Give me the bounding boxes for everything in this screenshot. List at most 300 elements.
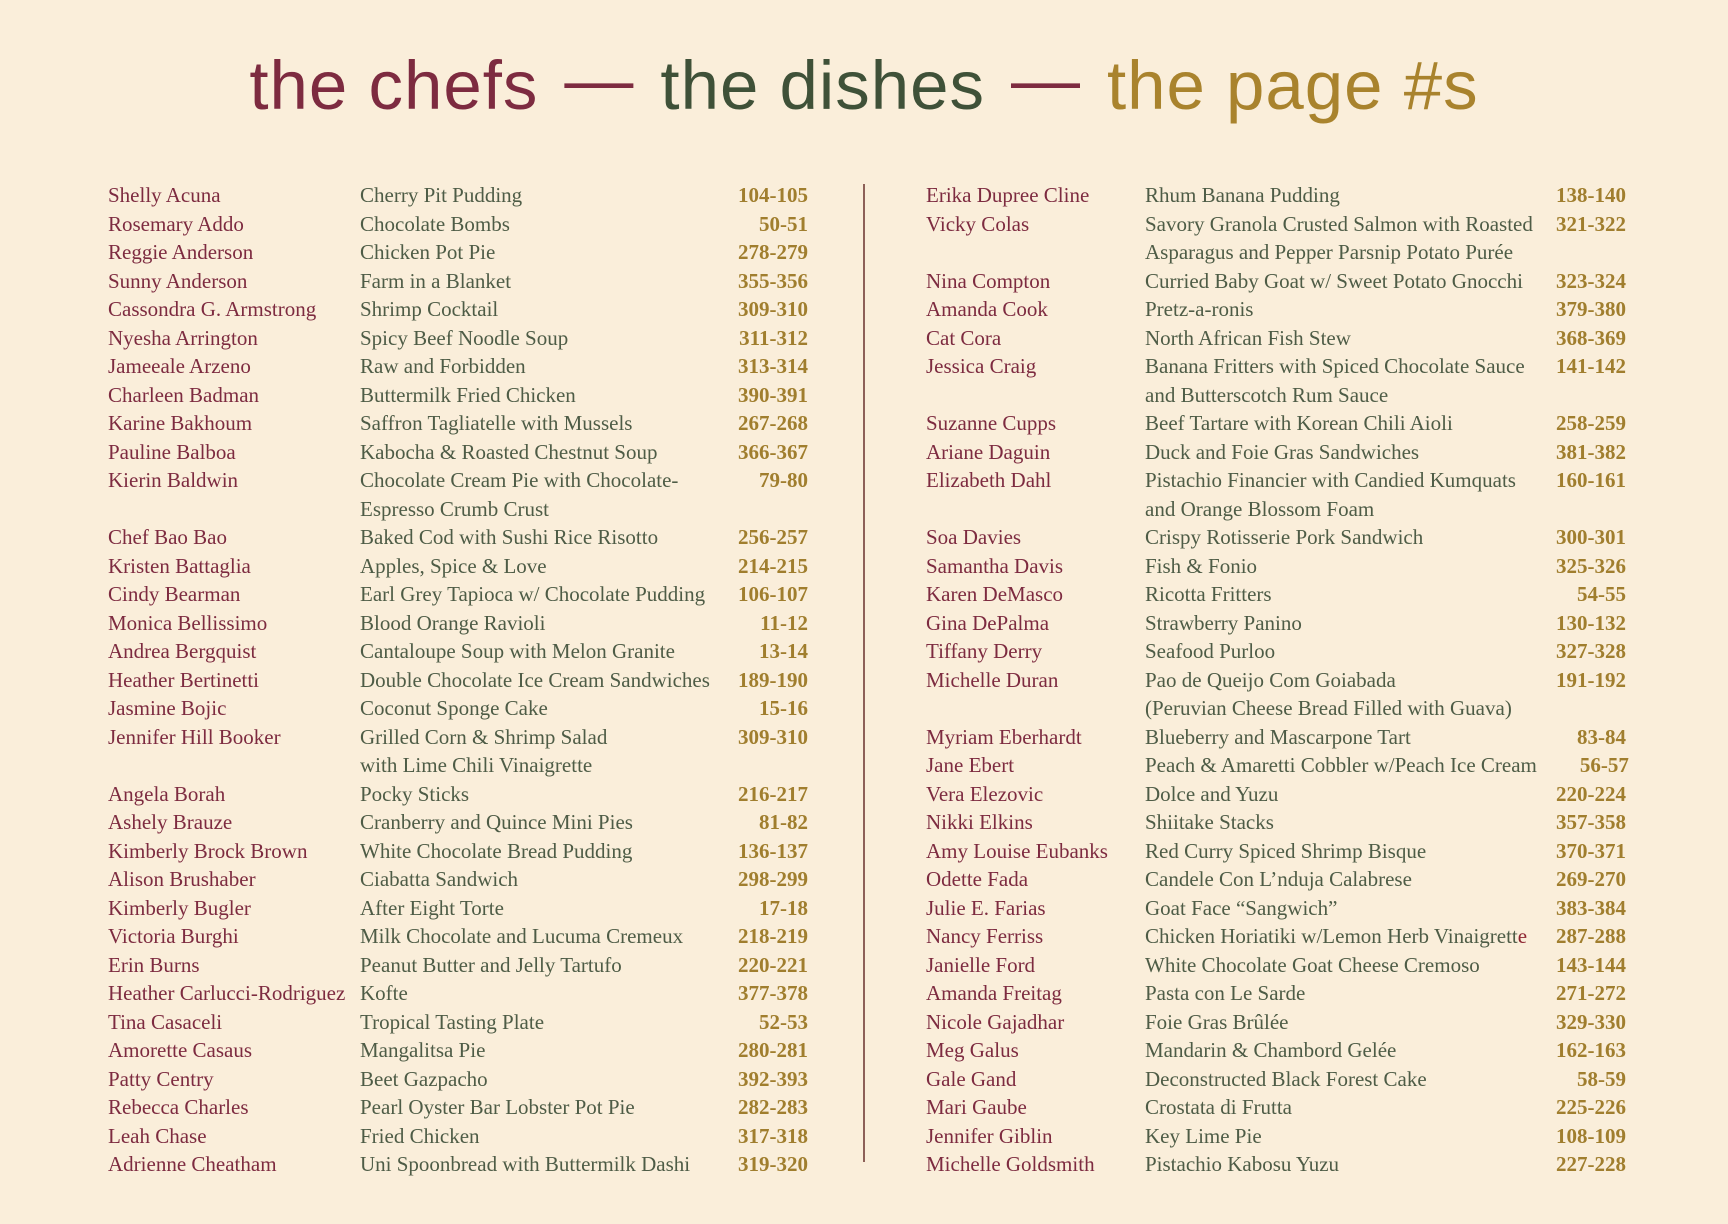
dish-name xyxy=(1145,951,1534,980)
page-numbers: 383-384 xyxy=(1556,895,1626,920)
dish-line: Duck and Foie Gras Sandwiches xyxy=(1145,439,1420,464)
index-entry xyxy=(926,865,1626,894)
dish-line: Raw and Forbidden xyxy=(360,354,526,378)
chef-name: Kierin Baldwin xyxy=(108,468,239,492)
index-entry xyxy=(926,210,1626,267)
index-entry xyxy=(926,1065,1626,1094)
dish-line: Ciabatta Sandwich xyxy=(360,867,519,891)
chef-name: Michelle Duran xyxy=(926,667,1059,692)
page-numbers: 298-299 xyxy=(738,867,808,891)
chef-name: Gale Gand xyxy=(926,1066,1017,1091)
dish-line: Fish & Fonio xyxy=(1145,553,1258,578)
dish-name xyxy=(360,865,716,894)
chef-name: Michelle Goldsmith xyxy=(926,1152,1095,1176)
dish-line: Beet Gazpacho xyxy=(360,1066,488,1091)
dish-line: Pasta con Le Sarde xyxy=(1145,981,1306,1005)
chef-name: Cat Cora xyxy=(926,325,1002,350)
index-entry xyxy=(108,1065,808,1094)
index-entry xyxy=(926,409,1626,438)
dish-line: North African Fish Stew xyxy=(1145,325,1351,350)
dish-line: Grilled Corn & Shrimp Salad xyxy=(360,724,608,749)
page-numbers: 300-301 xyxy=(1556,525,1626,549)
dish-name xyxy=(360,1093,716,1122)
dish-name xyxy=(1145,780,1534,809)
index-entry xyxy=(108,609,808,638)
dish-line: Deconstructed Black Forest Cake xyxy=(1145,1066,1427,1091)
dish-name xyxy=(360,1065,716,1094)
page-numbers: 56-57 xyxy=(1579,753,1629,777)
index-entry xyxy=(108,694,808,723)
dish-name xyxy=(360,552,716,581)
dish-name xyxy=(360,951,716,980)
dish-name xyxy=(1145,210,1534,267)
chef-name: Vicky Colas xyxy=(926,211,1030,236)
page-numbers: 355-356 xyxy=(738,268,808,293)
dish-line: Savory Granola Crusted Salmon with Roasted xyxy=(1145,211,1533,236)
chef-name: Elizabeth Dahl xyxy=(926,468,1052,492)
dish-line: Seafood Purloo xyxy=(1145,639,1276,663)
dish-line: Earl Grey Tapioca w/ Chocolate Pudding xyxy=(360,582,706,606)
page-numbers: 370-371 xyxy=(1556,838,1626,863)
dish-name xyxy=(1145,666,1534,723)
dish-name xyxy=(360,352,716,381)
page-numbers: 50-51 xyxy=(759,211,808,236)
page-numbers: 106-107 xyxy=(738,582,808,606)
page-numbers: 379-380 xyxy=(1556,297,1626,321)
page-numbers: 17-18 xyxy=(759,895,808,920)
chef-name: Kimberly Bugler xyxy=(108,895,251,920)
chef-name: Suzanne Cupps xyxy=(926,411,1057,435)
dish-name xyxy=(360,409,716,438)
dish-name xyxy=(360,609,716,638)
dish-name xyxy=(360,438,716,467)
chef-name: Jasmine Bojic xyxy=(108,696,227,720)
page-numbers: 319-320 xyxy=(738,1152,808,1176)
dish-name xyxy=(1145,352,1534,409)
dish-name xyxy=(360,1150,716,1179)
dish-name xyxy=(360,238,716,267)
index-entry xyxy=(926,1122,1626,1151)
dish-line: Baked Cod with Sushi Rice Risotto xyxy=(360,525,659,549)
chef-name: Rosemary Addo xyxy=(108,211,244,236)
chef-name: Nyesha Arrington xyxy=(108,325,258,350)
index-entry xyxy=(108,1036,808,1065)
page-numbers: 58-59 xyxy=(1577,1066,1626,1091)
index-entry xyxy=(926,922,1626,951)
chef-name: Jessica Craig xyxy=(926,354,1037,378)
chef-name: Jennifer Giblin xyxy=(926,1123,1053,1148)
chef-name: Julie E. Farias xyxy=(926,895,1046,920)
chef-name: Myriam Eberhardt xyxy=(926,724,1082,749)
page-numbers: 311-312 xyxy=(739,325,808,350)
index-entry xyxy=(108,1093,808,1122)
dish-name xyxy=(360,894,716,923)
index-entry xyxy=(926,808,1626,837)
index-entry xyxy=(926,723,1626,752)
chef-name: Ashely Brauze xyxy=(108,810,233,834)
title-dishes: the dishes xyxy=(660,47,985,124)
chef-name: Cindy Bearman xyxy=(108,582,241,606)
chef-name: Jane Ebert xyxy=(926,753,1015,777)
dish-name xyxy=(360,295,716,324)
dish-line: Saffron Tagliatelle with Mussels xyxy=(360,411,633,435)
dish-name xyxy=(360,666,716,695)
page-numbers: 162-163 xyxy=(1556,1038,1626,1062)
page-numbers: 327-328 xyxy=(1556,639,1626,663)
index-entry xyxy=(108,1122,808,1151)
index-entry xyxy=(108,238,808,267)
dish-line: Cantaloupe Soup with Melon Granite xyxy=(360,639,675,663)
chef-name: Amanda Freitag xyxy=(926,981,1062,1005)
chef-name: Angela Borah xyxy=(108,781,226,806)
index-entry xyxy=(108,552,808,581)
chef-name: Jameeale Arzeno xyxy=(108,354,251,378)
dish-name xyxy=(360,922,716,951)
index-entry xyxy=(926,609,1626,638)
dish-name xyxy=(1145,1093,1534,1122)
chef-name: Mari Gaube xyxy=(926,1095,1027,1119)
page-title xyxy=(0,41,1728,125)
chef-name: Heather Carlucci-Rodriguez xyxy=(108,981,346,1005)
page-numbers: 130-132 xyxy=(1556,610,1626,635)
index-entry xyxy=(108,865,808,894)
page-numbers: 309-310 xyxy=(738,297,808,321)
dish-line: Spicy Beef Noodle Soup xyxy=(360,325,569,350)
dish-line: Crispy Rotisserie Pork Sandwich xyxy=(1145,525,1424,549)
page-numbers: 141-142 xyxy=(1556,354,1626,378)
index-entry xyxy=(926,1036,1626,1065)
chef-name: Erika Dupree Cline xyxy=(926,183,1090,207)
title-dash-1: — xyxy=(564,41,635,118)
dish-line: Curried Baby Goat w/ Sweet Potato Gnocchi xyxy=(1145,268,1523,293)
page-numbers: 54-55 xyxy=(1577,582,1626,606)
chef-name: Erin Burns xyxy=(108,952,200,977)
chef-name: Sunny Anderson xyxy=(108,268,248,293)
dish-line: Foie Gras Brûlée xyxy=(1145,1009,1289,1034)
chef-name: Rebecca Charles xyxy=(108,1095,249,1119)
chef-name: Soa Davies xyxy=(926,525,1022,549)
index-entry xyxy=(926,580,1626,609)
dish-name xyxy=(360,979,716,1008)
dish-line: Candele Con L’nduja Calabrese xyxy=(1145,867,1412,891)
dish-name xyxy=(360,523,716,552)
page-numbers: 269-270 xyxy=(1556,867,1626,891)
index-entry xyxy=(108,324,808,353)
chef-name: Janielle Ford xyxy=(926,952,1036,977)
page-numbers: 329-330 xyxy=(1556,1009,1626,1034)
dish-line: Goat Face “Sangwich” xyxy=(1145,895,1338,920)
chef-name: Monica Bellissimo xyxy=(108,610,268,635)
index-entry xyxy=(108,979,808,1008)
index-entry xyxy=(108,723,808,780)
dish-line: Milk Chocolate and Lucuma Cremeux xyxy=(360,924,684,948)
page-numbers: 390-391 xyxy=(738,382,808,407)
chef-name: Pauline Balboa xyxy=(108,439,236,464)
page-numbers: 52-53 xyxy=(759,1009,808,1034)
chef-name: Nina Compton xyxy=(926,268,1051,293)
dish-line: Pearl Oyster Bar Lobster Pot Pie xyxy=(360,1095,635,1119)
dish-line: Kofte xyxy=(360,981,408,1005)
dish-line: Farm in a Blanket xyxy=(360,268,512,293)
chef-name: Meg Galus xyxy=(926,1038,1019,1062)
page-numbers: 13-14 xyxy=(759,639,808,663)
page-numbers: 227-228 xyxy=(1556,1152,1626,1176)
dish-name xyxy=(360,210,716,239)
page-numbers: 287-288 xyxy=(1556,924,1626,948)
dish-name xyxy=(360,837,716,866)
dish-line: Cranberry and Quince Mini Pies xyxy=(360,810,633,834)
dish-line: Strawberry Panino xyxy=(1145,610,1302,635)
page-numbers: 138-140 xyxy=(1556,183,1626,207)
index-entry xyxy=(926,523,1626,552)
red-accent-letter: e xyxy=(1517,924,1528,948)
page-numbers: 143-144 xyxy=(1556,952,1626,977)
page-numbers: 258-259 xyxy=(1556,411,1626,435)
dish-line: Kabocha & Roasted Chestnut Soup xyxy=(360,439,658,464)
index-column-left xyxy=(108,181,808,1179)
chef-name: Gina DePalma xyxy=(926,610,1050,635)
dish-name xyxy=(360,1036,716,1065)
dish-name xyxy=(360,267,716,296)
chef-name: Odette Fada xyxy=(926,867,1029,891)
dish-line: Crostata di Frutta xyxy=(1145,1095,1292,1119)
index-entry xyxy=(926,979,1626,1008)
index-entry xyxy=(108,267,808,296)
dish-line: Pretz-a-ronis xyxy=(1145,297,1254,321)
page-numbers: 313-314 xyxy=(738,354,808,378)
dish-line: Tropical Tasting Plate xyxy=(360,1009,545,1034)
page-numbers: 357-358 xyxy=(1556,810,1626,834)
page-numbers: 11-12 xyxy=(760,610,808,635)
dish-name xyxy=(1145,466,1534,523)
chef-name: Amorette Casaus xyxy=(108,1038,253,1062)
index-entry xyxy=(926,894,1626,923)
dish-name xyxy=(1145,552,1534,581)
page-numbers: 271-272 xyxy=(1556,981,1626,1005)
chef-name: Nancy Ferriss xyxy=(926,924,1044,948)
chef-name: Shelly Acuna xyxy=(108,183,221,207)
dish-name xyxy=(1145,723,1534,752)
chef-name: Amy Louise Eubanks xyxy=(926,838,1108,863)
page-numbers: 323-324 xyxy=(1556,268,1626,293)
dish-name xyxy=(360,1122,716,1151)
dish-name xyxy=(1145,865,1534,894)
index-entry xyxy=(926,466,1626,523)
index-entry xyxy=(926,1150,1626,1179)
dish-line: Peanut Butter and Jelly Tartufo xyxy=(360,952,622,977)
index-entry xyxy=(108,381,808,410)
dish-name xyxy=(1145,894,1534,923)
page-numbers: 278-279 xyxy=(738,240,808,264)
dish-line: Mandarin & Chambord Gelée xyxy=(1145,1038,1397,1062)
index-entry xyxy=(926,751,1629,780)
title-pages: the page #s xyxy=(1106,47,1479,124)
index-entry xyxy=(926,666,1626,723)
index-entry xyxy=(108,637,808,666)
page-numbers: 309-310 xyxy=(738,724,808,749)
dish-line: Chocolate Cream Pie with Chocolate- xyxy=(360,468,679,492)
dish-name xyxy=(1145,409,1534,438)
dish-line: with Lime Chili Vinaigrette xyxy=(360,753,593,777)
index-entry xyxy=(926,324,1626,353)
chef-name: Karine Bakhoum xyxy=(108,411,253,435)
dish-line: Blood Orange Ravioli xyxy=(360,610,546,635)
dish-name xyxy=(1145,438,1534,467)
index-entry xyxy=(108,780,808,809)
dish-name xyxy=(360,381,716,410)
dish-line: Shrimp Cocktail xyxy=(360,297,499,321)
dish-name xyxy=(1145,751,1537,780)
page-numbers: 280-281 xyxy=(738,1038,808,1062)
dish-name xyxy=(360,181,716,210)
dish-line: Mangalitsa Pie xyxy=(360,1038,486,1062)
page-numbers: 191-192 xyxy=(1556,667,1626,692)
chef-name: Chef Bao Bao xyxy=(108,525,227,549)
dish-line: Peach & Amaretti Cobbler w/Peach Ice Cream xyxy=(1145,753,1537,777)
dish-line: Blueberry and Mascarpone Tart xyxy=(1145,724,1411,749)
column-divider-line xyxy=(863,184,865,1162)
index-entry xyxy=(108,181,808,210)
dish-name xyxy=(1145,808,1534,837)
index-entry xyxy=(108,580,808,609)
dish-name xyxy=(1145,609,1534,638)
dish-name xyxy=(1145,1036,1534,1065)
index-entry xyxy=(926,837,1626,866)
index-entry xyxy=(926,295,1626,324)
dish-line: White Chocolate Goat Cheese Cremoso xyxy=(1145,952,1480,977)
dish-name xyxy=(1145,979,1534,1008)
page-numbers: 267-268 xyxy=(738,411,808,435)
index-entry xyxy=(926,780,1626,809)
dish-line: White Chocolate Bread Pudding xyxy=(360,838,633,863)
dish-name xyxy=(1145,580,1534,609)
chef-name: Alison Brushaber xyxy=(108,867,256,891)
dish-line: After Eight Torte xyxy=(360,895,504,920)
chef-name: Ariane Daguin xyxy=(926,439,1051,464)
page-numbers: 189-190 xyxy=(738,667,808,692)
page-numbers: 15-16 xyxy=(759,696,808,720)
dish-name xyxy=(360,808,716,837)
dish-name xyxy=(360,1008,716,1037)
chef-name: Kristen Battaglia xyxy=(108,553,251,578)
index-entry xyxy=(108,922,808,951)
chef-name: Heather Bertinetti xyxy=(108,667,260,692)
dish-name xyxy=(360,723,716,780)
chef-name: Charleen Badman xyxy=(108,382,260,407)
dish-line: Buttermilk Fried Chicken xyxy=(360,382,576,407)
page-numbers: 225-226 xyxy=(1556,1095,1626,1119)
dish-line: Pocky Sticks xyxy=(360,781,470,806)
index-entry xyxy=(108,295,808,324)
dish-line: Red Curry Spiced Shrimp Bisque xyxy=(1145,838,1427,863)
title-chefs: the chefs xyxy=(249,47,539,124)
title-dash-2: — xyxy=(1010,41,1081,118)
dish-line: Pistachio Financier with Candied Kumquats xyxy=(1145,468,1516,492)
index-entry xyxy=(108,523,808,552)
page-numbers: 160-161 xyxy=(1556,468,1626,492)
chef-name: Samantha Davis xyxy=(926,553,1064,578)
dish-name xyxy=(360,694,716,723)
dish-line: Espresso Crumb Crust xyxy=(360,496,549,521)
page-numbers: 366-367 xyxy=(738,439,808,464)
dish-name xyxy=(1145,837,1534,866)
dish-name xyxy=(1145,1008,1534,1037)
dish-name xyxy=(1145,267,1534,296)
index-entry xyxy=(108,808,808,837)
dish-line: Key Lime Pie xyxy=(1145,1123,1262,1148)
index-entry xyxy=(926,181,1626,210)
dish-name xyxy=(1145,1122,1534,1151)
dish-name xyxy=(1145,637,1534,666)
index-column-right xyxy=(926,181,1629,1179)
page-numbers: 218-219 xyxy=(738,924,808,948)
page-numbers: 381-382 xyxy=(1556,439,1626,464)
page-numbers: 317-318 xyxy=(738,1123,808,1148)
page-numbers: 368-369 xyxy=(1556,325,1626,350)
dish-line: Banana Fritters with Spiced Chocolate Sauce xyxy=(1145,354,1525,378)
index-entry xyxy=(108,951,808,980)
page-numbers: 325-326 xyxy=(1556,553,1626,578)
dish-line: (Peruvian Cheese Bread Filled with Guava) xyxy=(1145,696,1512,720)
dish-name xyxy=(1145,922,1534,951)
dish-name xyxy=(1145,324,1534,353)
dish-line: Uni Spoonbread with Buttermilk Dashi xyxy=(360,1152,691,1176)
dish-name xyxy=(360,466,716,523)
dish-line: and Butterscotch Rum Sauce xyxy=(1145,382,1389,407)
dish-line: Dolce and Yuzu xyxy=(1145,781,1279,806)
index-entry xyxy=(108,837,808,866)
index-entry xyxy=(926,267,1626,296)
chef-name: Reggie Anderson xyxy=(108,240,254,264)
dish-name xyxy=(360,324,716,353)
dish-line: Chocolate Bombs xyxy=(360,211,510,236)
page-numbers: 214-215 xyxy=(738,553,808,578)
page-numbers: 108-109 xyxy=(1556,1123,1626,1148)
page-numbers: 321-322 xyxy=(1556,211,1626,236)
page-numbers: 220-224 xyxy=(1556,781,1626,806)
chef-name: Vera Elezovic xyxy=(926,781,1044,806)
index-entry xyxy=(108,409,808,438)
index-entry xyxy=(108,1008,808,1037)
chef-name: Nicole Gajadhar xyxy=(926,1009,1065,1034)
chef-name: Andrea Bergquist xyxy=(108,639,257,663)
index-entry xyxy=(108,210,808,239)
chef-name: Adrienne Cheatham xyxy=(108,1152,277,1176)
chef-name: Karen DeMasco xyxy=(926,582,1064,606)
dish-name xyxy=(360,780,716,809)
index-entry xyxy=(108,466,808,523)
index-entry xyxy=(108,666,808,695)
page-numbers: 216-217 xyxy=(738,781,808,806)
index-entry xyxy=(926,1008,1626,1037)
dish-name xyxy=(1145,1150,1534,1179)
dish-line: Pistachio Kabosu Yuzu xyxy=(1145,1152,1340,1176)
chef-name: Victoria Burghi xyxy=(108,924,239,948)
dish-line: Asparagus and Pepper Parsnip Potato Purée xyxy=(1145,240,1514,264)
page-numbers: 81-82 xyxy=(759,810,808,834)
chef-name: Amanda Cook xyxy=(926,297,1048,321)
page-numbers: 377-378 xyxy=(738,981,808,1005)
dish-line: Chicken Pot Pie xyxy=(360,240,496,264)
chef-name: Kimberly Brock Brown xyxy=(108,838,308,863)
index-entry xyxy=(926,552,1626,581)
dish-line: and Orange Blossom Foam xyxy=(1145,496,1375,521)
index-entry xyxy=(108,438,808,467)
page-numbers: 83-84 xyxy=(1577,724,1626,749)
chef-name: Tiffany Derry xyxy=(926,639,1043,663)
dish-line: Apples, Spice & Love xyxy=(360,553,547,578)
page-numbers: 392-393 xyxy=(738,1066,808,1091)
